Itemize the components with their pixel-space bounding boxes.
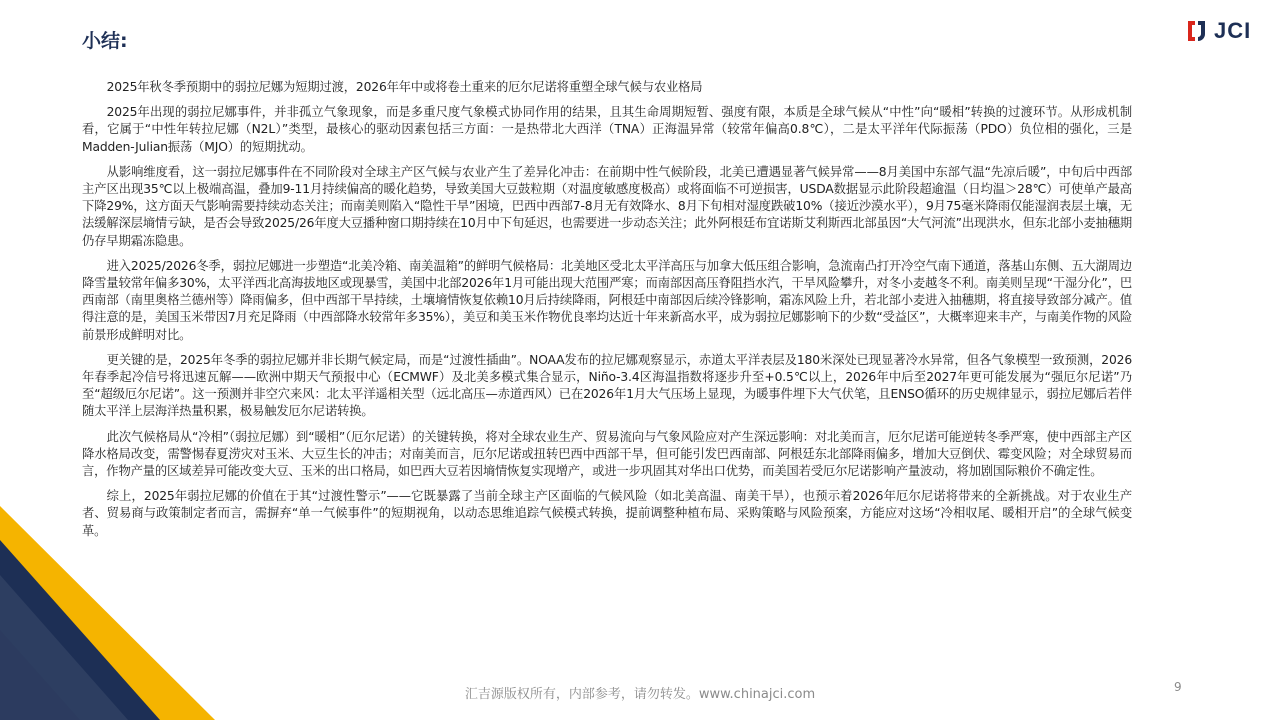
paragraph-conclusion: 综上，2025年弱拉尼娜的价值在于其“过渡性警示”——它既暴露了当前全球主产区面临的气候风险（如北美高温、南美干旱），也预示着2026年厄尔尼诺将带来的全新挑战。对于农业生产者、贸易商与政策制定者而言，需摒弃“单一气候事件”的短期视角，以动态思维追踪气候模式转换，提前调整种植布局、采购策略与风险预案，方能应对这场“冷相収尾、暖相开启”的全球气候变革。 <box>82 489 1132 538</box>
paragraph-el-nino-outlook: 更关键的是，2025年冬季的弱拉尼娜并非长期气候定局，而是“过渡性插曲”。NOAA发布的拉尼娜观察显示，赤道太平洋表层及180米深处已现显著冷水异常，但各气象模型一致预测，2026年春季起冷信号将迅速瓦解——欧洲中期天气预报中心（ECMWF）及北美多模式集合显示，Niño-3.4区海温指数将逐步升至+0.5℃以上，2026年中后至2027年更可能发展为“强厄尔尼诺”乃至“超级厄尔尼诺”。这一预测并非空穴来风：北太平洋遥相关型（远北高压—赤道西风）已在2026年1月大气压场上显现，为暖事件埋下大气伏笔，且ENSO循环的历史规律显示，弱拉尼娜后若伴随太平洋上层海洋热量积累，极易触发厄尔尼诺转换。 <box>82 352 1132 419</box>
paragraph-transition-impact: 此次气候格局从“冷相”（弱拉尼娜）到“暖相”（厄尔尼诺）的关键转换，将对全球农业生产、贸易流向与气象风险应对产生深远影响：对北美而言，厄尔尼诺可能逆转冬季严寒，使中西部主产区降水格局改变，需警惕春夏涝灾对玉米、大豆生长的冲击；对南美而言，厄尔尼诺或扭转巴西中西部干旱，但可能引发巴西南部、阿根廷东北部降雨偏多，增加大豆倒伏、霉变风险；对全球贸易而言，作物产量的区域差异可能改变大豆、玉米的出口格局，如巴西大豆若因墒情恢复实现增产，或进一步巩固其对华出口优势，而美国若受厄尔尼诺影响产量波动，将加剧国际粮价不确定性。 <box>82 429 1132 479</box>
summary-content <box>82 79 1132 548</box>
paragraph-impact: 从影响维度看，这一弱拉尼娜事件在不同阶段对全球主产区气候与农业产生了差异化冲击：在前期中性气候阶段，北美已遭遇显著气候异常——8月美国中东部气温“先凉后暖”，中旬后中西部主产区出现35℃以上极端高温，叠加9-11月持续偏高的暖化趋势，导致美国大豆鼓粒期（对温度敏感度极高）或将面临不可逆损害，USDA数据显示此阶段超逾温（日均温＞28℃）可使单产最高下降29%，这方面天气影响需要持续动态关注；而南美则陷入“隐性干旱”困境，巴西中西部7-8月无有效降水、8月下旬相对湿度跌破10%（接近沙漠水平），9月75毫米降雨仅能湿润表层土壤，无法缓解深层墒情亏缺，是否会导致2025/26年度大豆播种窗口期持续在10月中下旬延迟，也需要进一步动态关注；此外阿根廷布宜诺斯艾利斯西北部虽因“大气河流”出现洪水，但东北部小麦抽穗期仍存早期霜冻隐患。 <box>82 164 1132 248</box>
company-logo <box>1186 16 1266 44</box>
footer-copyright: 汇吉源版权所有，内部参考，请勿转发。www.chinajci.com <box>464 687 816 702</box>
paragraph-winter-pattern: 进入2025/2026冬季，弱拉尼娜进一步塑造“北美冷箱、南美温箱”的鲜明气候格局：北美地区受北太平洋高压与加拿大低压组合影响，急流南凸打开冷空气南下通道，落基山东侧、五大湖周边降雪量较常年偏多30%，太平洋西北高海拔地区或现暴雪，美国中北部2026年1月可能出现大范围严寒；而南部因高压脊阻挡水汽，干旱风险攀升，对冬小麦越冬不利。南美则呈现“干湿分化”，巴西南部（南里奥格兰德州等）降雨偏多，但中西部干旱持续，土壤墒情恢复依赖10月后持续降雨，阿根廷中南部因后续冷锋影响，霜冻风险上升，若北部小麦进入抽穗期，将直接导致部分减产。值得注意的是，美国玉米带因7月充足降雨（中西部降水较常年多35%），美豆和美玉米作物优良率均达近十年来新高水平，成为弱拉尼娜影响下的少数“受益区”，大概率迎来丰产，与南美作物的风险前景形成鲜明对比。 <box>82 258 1132 342</box>
page-title: 小结: <box>82 30 128 52</box>
summary-headline: 2025年秋冬季预期中的弱拉尼娜为短期过渡，2026年年中或将卷土重来的厄尔尼诺将重塑全球气候与农业格局 <box>106 80 703 94</box>
logo-text: JCI <box>1214 18 1252 43</box>
page-number: 9 <box>1174 680 1182 694</box>
paragraph-formation: 2025年出现的弱拉尼娜事件，并非孤立气象现象，而是多重尺度气象模式协同作用的结果，且其生命周期短暂、强度有限，本质是全球气候从“中性”向“暖相”转换的过渡环节。从形成机制看，它属于“中性年转拉尼娜（N2L）”类型，最核心的驱动因素包括三方面：一是热带北大西洋（TNA）正海温异常（较常年偏高0.8℃），二是太平洋年代际振荡（PDO）负位相的强化，三是Madden-Julian振荡（MJO）的短期扰动。 <box>82 105 1132 154</box>
logo-mark-icon <box>1186 18 1212 44</box>
